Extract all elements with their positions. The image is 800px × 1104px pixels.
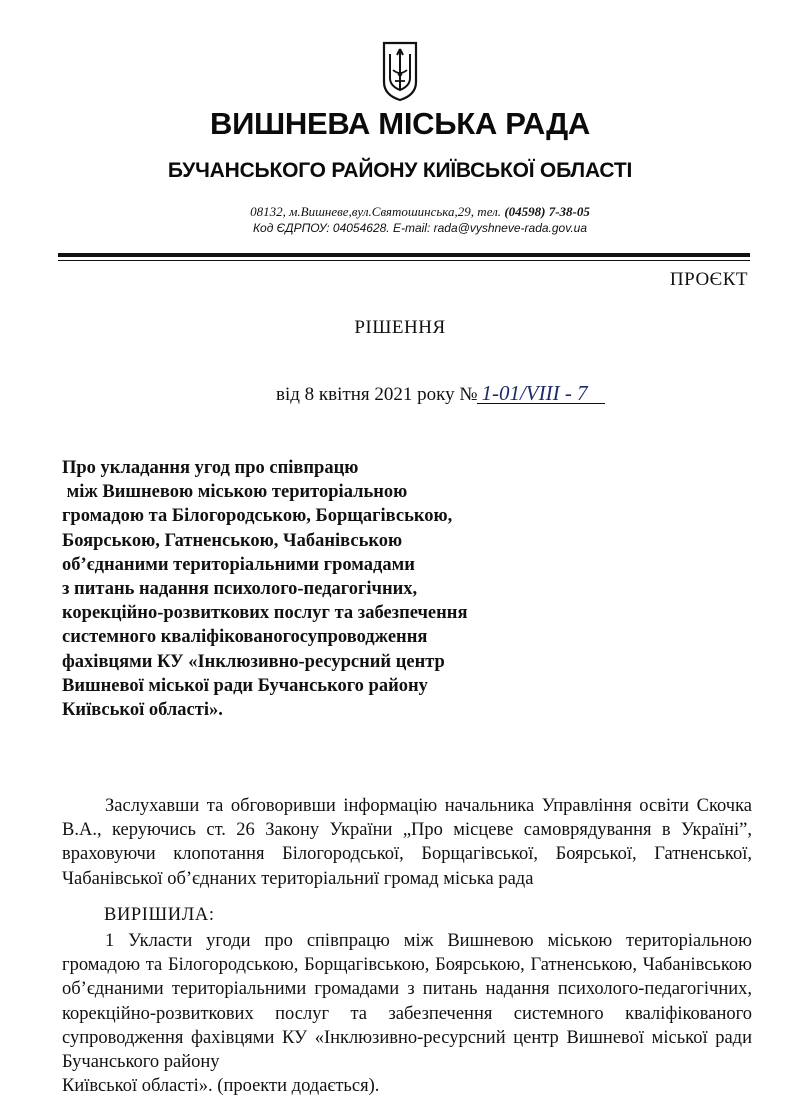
coat-of-arms-icon	[381, 40, 419, 102]
preamble	[62, 794, 752, 891]
decision-date: від 8 квітня 2021 року №	[276, 384, 478, 405]
item-1-text: 1 Укласти угоди про співпрацю між Вишневою міською територіальною громадою та Білогородською, Борщагівською, Боярською, Гатненською, Чабанівською об’єднаними територіальними громадами з питань надання психолого-педагогічних, корекційно-розвиткових послуг та забезпечення системного кваліфікованого супроводження фахівцями КУ «Інклюзивно-ресурсний центр Вишневої міської ради Бучанського району	[62, 931, 752, 1073]
decision-title: РІШЕННЯ	[354, 317, 446, 338]
registry-email-line: Код ЄДРПОУ: 04054628. E-mail: rada@vyshneve-rada.gov.ua	[252, 221, 588, 235]
subject-line: громадою та Білогородською, Борщагівською,	[62, 506, 453, 527]
phone-number: (04598) 7-38-05	[504, 204, 590, 219]
subject-line: корекційно-розвиткових послуг та забезпечення	[62, 603, 468, 624]
header-divider-thin	[58, 260, 750, 261]
address-line	[0, 204, 800, 220]
item-1-text-end: Київської області». (проекти додається).	[62, 1076, 380, 1097]
decision-date-line	[276, 381, 605, 406]
decision-number-handwritten: 1-01/VIII - 7	[477, 384, 605, 404]
subject-line: з питань надання психолого-педагогічних,	[62, 579, 418, 600]
subject-line: системного кваліфікованогосупроводження	[62, 627, 428, 648]
decision-subject	[62, 456, 522, 722]
resolved-heading: ВИРІШИЛА:	[104, 905, 215, 925]
decision-item-1	[62, 929, 752, 1098]
subject-line: Вишневої міської ради Бучанського району	[62, 675, 428, 696]
subject-line: між Вишневою міською територіальною	[62, 482, 408, 503]
draft-mark: ПРОЄКТ	[669, 269, 748, 290]
council-subtitle: БУЧАНСЬКОГО РАЙОНУ КИЇВСЬКОЇ ОБЛАСТІ	[167, 159, 633, 182]
address-text: 08132, м.Вишневе,вул.Святошинська,29, тел.	[250, 204, 502, 219]
preamble-text: Заслухавши та обговоривши інформацію начальника Управління освіти Скочка В.А., керуючись ст. 26 Закону України „Про місцеве самоврядування в Україні”, враховуючи клопотання Білогородської, Борщагівської, Боярської, Гатненської, Чабанівської об’єднаних територіальниї громад міська рада	[62, 796, 752, 889]
subject-line: Про укладання угод про співпрацю	[62, 458, 359, 478]
council-name: ВИШНЕВА МІСЬКА РАДА	[209, 106, 590, 141]
subject-line: Київської області».	[62, 700, 223, 721]
subject-line: фахівцями КУ «Інклюзивно-ресурсний центр	[62, 651, 445, 672]
subject-line: об’єднаними територіальними громадами	[62, 554, 415, 575]
header-divider-thick	[58, 253, 750, 257]
subject-line: Боярською, Гатненською, Чабанівською	[62, 530, 403, 551]
